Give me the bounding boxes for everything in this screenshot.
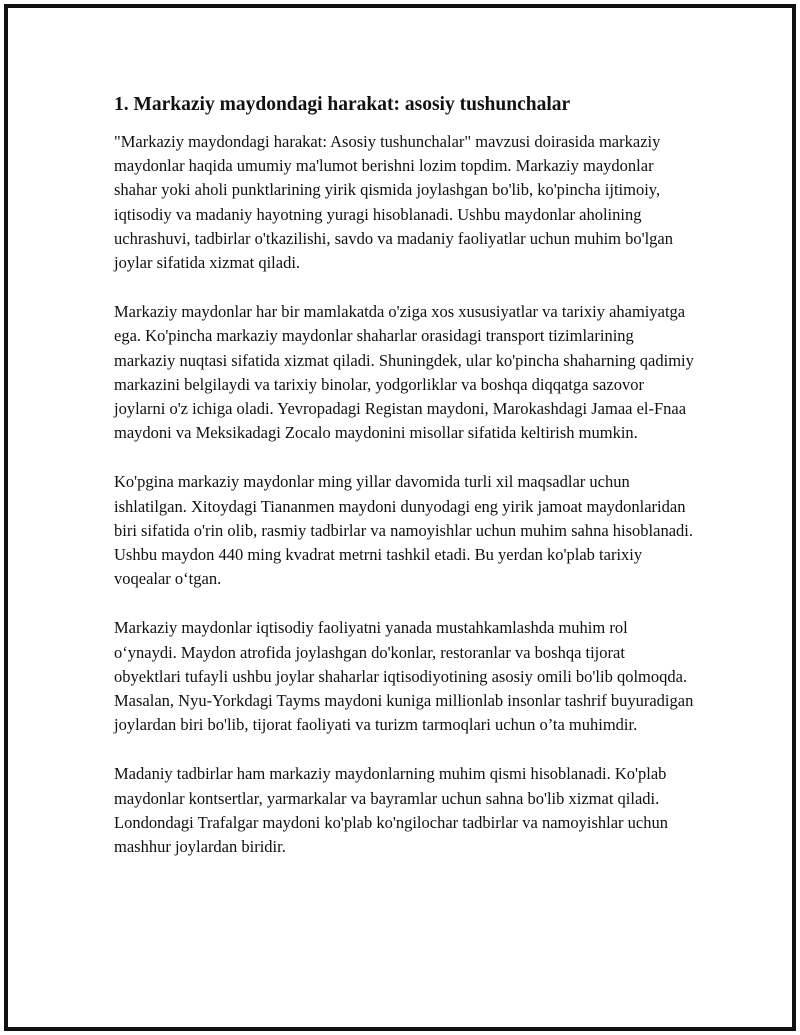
document-body [114, 92, 694, 884]
paragraph-4: Markaziy maydonlar iqtisodiy faoliyatni yanada mustahkamlashda muhim rol o‘ynaydi. Maydon atrofida joylashgan do'konlar, restoranlar va boshqa tijorat obyektlari tufayli ushbu joylar shaharlar iqtisodiyotining asosiy omili bo'lib qolmoqda. Masalan, Nyu-Yorkdagi Tayms maydoni kuniga millionlab insonlar tashrif buyuradigan joylardan biri bo'lib, tijorat faoliyati va turizm tarmoqlari uchun o’ta muhimdir. [114, 618, 694, 735]
section-heading: 1. Markaziy maydondagi harakat: asosiy tushunchalar [114, 94, 571, 115]
paragraph-5: Madaniy tadbirlar ham markaziy maydonlarning muhim qismi hisoblanadi. Ko'plab maydonlar kontsertlar, yarmarkalar va bayramlar uchun sahna bo'lib xizmat qiladi. Londondagi Trafalgar maydoni ko'plab ko'ngilochar tadbirlar va namoyishlar uchun mashhur joylardan biridir. [114, 764, 668, 857]
paragraph-1: "Markaziy maydondagi harakat: Asosiy tushunchalar" mavzusi doirasida markaziy maydonlar haqida umumiy ma'lumot berishni lozim topdim. Markaziy maydonlar shahar yoki aholi punktlarining yirik qismida joylashgan bo'lib, ko'pincha ijtimoiy, iqtisodiy va madaniy hayotning yuragi hisoblanadi. Ushbu maydonlar aholining uchrashuvi, tadbirlar o'tkazilishi, savdo va madaniy faoliyatlar uchun muhim bo'lgan joylar sifatida xizmat qiladi. [114, 132, 674, 273]
paragraph-3: Ko'pgina markaziy maydonlar ming yillar davomida turli xil maqsadlar uchun ishlatilgan. Xitoydagi Tiananmen maydoni dunyodagi eng yirik jamoat maydonlaridan biri sifatida o'rin olib, rasmiy tadbirlar va namoyishlar uchun muhim sahna hisoblanadi. Ushbu maydon 440 ming kvadrat metrni tashkil etadi. Bu yerdan ko'plab tarixiy voqealar o‘tgan. [114, 472, 693, 589]
paragraph-2: Markaziy maydonlar har bir mamlakatda o'ziga xos xususiyatlar va tarixiy ahamiyatga ega. Ko'pincha markaziy maydonlar shaharlar orasidagi transport tizimlarining markaziy nuqtasi sifatida xizmat qiladi. Shuningdek, ular ko'pincha shaharning qadimiy markazini belgilaydi va tarixiy binolar, yodgorliklar va boshqa diqqatga sazovor joylarni o'z ichiga oladi. Yevropadagi Registan maydoni, Marokashdagi Jamaa el-Fnaa maydoni va Meksikadagi Zocalo maydonini misollar sifatida keltirish mumkin. [114, 302, 694, 443]
